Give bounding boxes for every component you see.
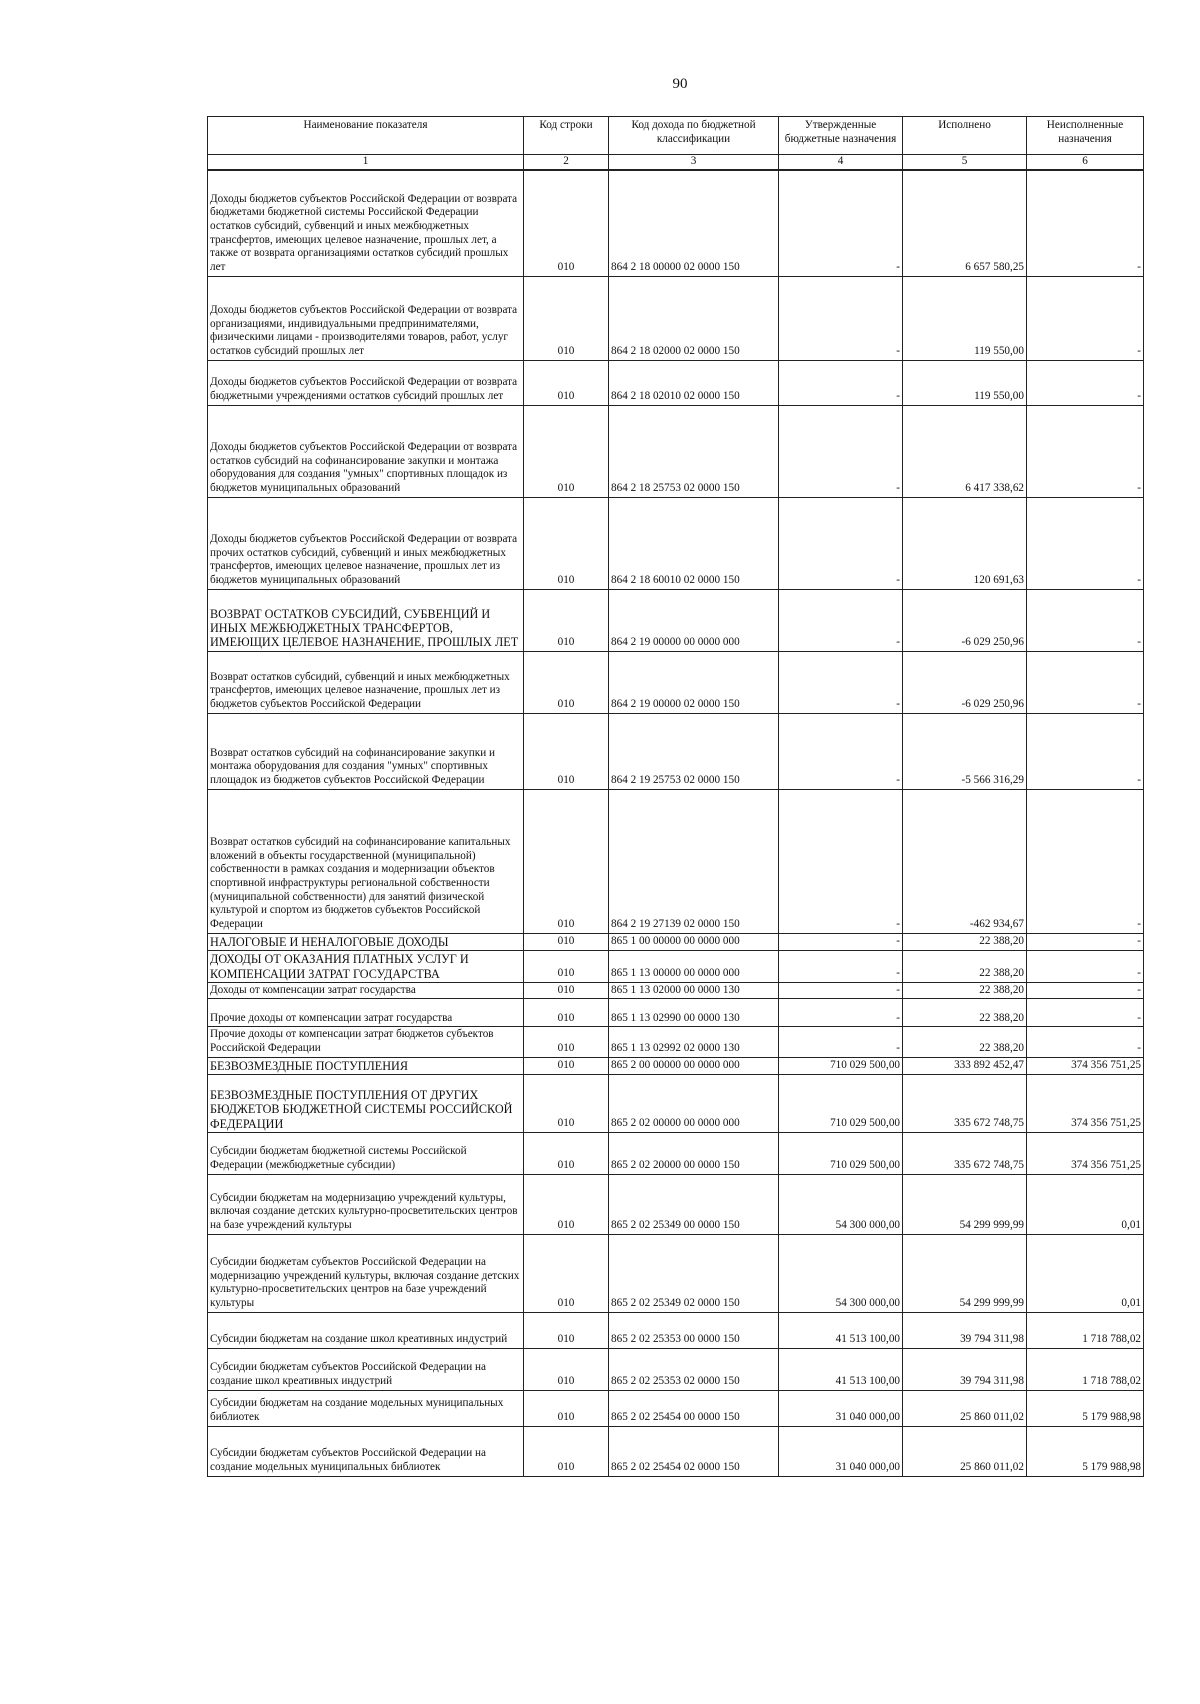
income-code-cell: 864 2 18 00000 02 0000 150 xyxy=(609,170,779,276)
income-code-cell: 865 2 02 25349 02 0000 150 xyxy=(609,1234,779,1312)
line-code-cell: 010 xyxy=(524,276,609,360)
line-code-cell: 010 xyxy=(524,360,609,405)
income-code-cell: 864 2 19 27139 02 0000 150 xyxy=(609,789,779,933)
line-code-cell: 010 xyxy=(524,789,609,933)
unexecuted-amount-cell: - xyxy=(1027,950,1144,982)
executed-amount-cell: 6 417 338,62 xyxy=(903,405,1027,497)
indicator-name-cell: Субсидии бюджетам субъектов Российской Федерации на модернизацию учреждений культуры, включая создание детских культурно-просветительских центров на базе учреждений культуры xyxy=(208,1234,524,1312)
executed-amount-cell: 22 388,20 xyxy=(903,950,1027,982)
unexecuted-amount-cell: - xyxy=(1027,405,1144,497)
unexecuted-amount-cell: - xyxy=(1027,170,1144,276)
line-code-cell: 010 xyxy=(524,1426,609,1476)
table-row xyxy=(208,497,1144,589)
executed-amount-cell: 119 550,00 xyxy=(903,276,1027,360)
income-code-cell: 865 1 00 00000 00 0000 000 xyxy=(609,933,779,950)
indicator-name-cell: Прочие доходы от компенсации затрат бюджетов субъектов Российской Федерации xyxy=(208,1027,524,1057)
income-code-cell: 865 2 02 25454 02 0000 150 xyxy=(609,1426,779,1476)
executed-amount-cell: 25 860 011,02 xyxy=(903,1426,1027,1476)
unexecuted-amount-cell: 374 356 751,25 xyxy=(1027,1074,1144,1132)
line-code-cell: 010 xyxy=(524,651,609,713)
line-code-cell: 010 xyxy=(524,1174,609,1234)
table-row xyxy=(208,1132,1144,1174)
unexecuted-amount-cell: - xyxy=(1027,933,1144,950)
income-code-cell: 865 1 13 00000 00 0000 000 xyxy=(609,950,779,982)
line-code-cell: 010 xyxy=(524,1234,609,1312)
income-code-cell: 865 2 02 25353 02 0000 150 xyxy=(609,1348,779,1390)
executed-amount-cell: 22 388,20 xyxy=(903,999,1027,1027)
report-table xyxy=(207,116,1144,1477)
table-row xyxy=(208,589,1144,651)
approved-amount-cell: - xyxy=(779,933,903,950)
header-row xyxy=(208,117,1144,155)
income-code-cell: 865 2 02 25353 00 0000 150 xyxy=(609,1312,779,1348)
income-code-cell: 864 2 18 02010 02 0000 150 xyxy=(609,360,779,405)
line-code-cell: 010 xyxy=(524,982,609,999)
table-row xyxy=(208,1174,1144,1234)
column-number: 6 xyxy=(1027,155,1144,171)
executed-amount-cell: 333 892 452,47 xyxy=(903,1057,1027,1074)
indicator-name-cell: Субсидии бюджетам на модернизацию учреждений культуры, включая создание детских культурно-просветительских центров на базе учреждений культуры xyxy=(208,1174,524,1234)
unexecuted-amount-cell: - xyxy=(1027,999,1144,1027)
executed-amount-cell: 6 657 580,25 xyxy=(903,170,1027,276)
income-code-cell: 865 1 13 02000 00 0000 130 xyxy=(609,982,779,999)
header-income-code: Код дохода по бюджетной классификации xyxy=(609,117,779,155)
executed-amount-cell: 119 550,00 xyxy=(903,360,1027,405)
approved-amount-cell: 710 029 500,00 xyxy=(779,1057,903,1074)
indicator-name-cell: Возврат остатков субсидий на софинансирование капитальных вложений в объекты государственной (муниципальной) собственности в рамках создания и модернизации объектов спортивной инфраструктуры региональной собственности (муниципальной собственности) для занятий физической культурой и спортом из бюджетов субъектов Российской Федерации xyxy=(208,789,524,933)
approved-amount-cell: 31 040 000,00 xyxy=(779,1426,903,1476)
approved-amount-cell: 710 029 500,00 xyxy=(779,1132,903,1174)
table-row xyxy=(208,933,1144,950)
table-row xyxy=(208,950,1144,982)
indicator-name-cell: ВОЗВРАТ ОСТАТКОВ СУБСИДИЙ, СУБВЕНЦИЙ И ИНЫХ МЕЖБЮДЖЕТНЫХ ТРАНСФЕРТОВ, ИМЕЮЩИХ ЦЕЛЕВОЕ НАЗНАЧЕНИЕ, ПРОШЛЫХ ЛЕТ xyxy=(208,589,524,651)
executed-amount-cell: 22 388,20 xyxy=(903,1027,1027,1057)
executed-amount-cell: 39 794 311,98 xyxy=(903,1348,1027,1390)
income-code-cell: 865 2 02 25454 00 0000 150 xyxy=(609,1390,779,1426)
income-code-cell: 864 2 19 00000 00 0000 000 xyxy=(609,589,779,651)
header-unexecuted: Неисполненные назначения xyxy=(1027,117,1144,155)
executed-amount-cell: -6 029 250,96 xyxy=(903,651,1027,713)
table-row xyxy=(208,1074,1144,1132)
income-code-cell: 864 2 19 00000 02 0000 150 xyxy=(609,651,779,713)
approved-amount-cell: - xyxy=(779,589,903,651)
approved-amount-cell: - xyxy=(779,651,903,713)
indicator-name-cell: Субсидии бюджетам субъектов Российской Федерации на создание модельных муниципальных библиотек xyxy=(208,1426,524,1476)
table-row xyxy=(208,999,1144,1027)
table-row xyxy=(208,1390,1144,1426)
line-code-cell: 010 xyxy=(524,1057,609,1074)
column-number-row xyxy=(208,155,1144,171)
table-row xyxy=(208,405,1144,497)
indicator-name-cell: Доходы бюджетов субъектов Российской Федерации от возврата остатков субсидий на софинансирование закупки и монтажа оборудования для создания "умных" спортивных площадок из бюджетов муниципальных образований xyxy=(208,405,524,497)
approved-amount-cell: - xyxy=(779,405,903,497)
table-row xyxy=(208,360,1144,405)
income-code-cell: 864 2 19 25753 02 0000 150 xyxy=(609,713,779,789)
approved-amount-cell: - xyxy=(779,999,903,1027)
executed-amount-cell: 25 860 011,02 xyxy=(903,1390,1027,1426)
income-code-cell: 865 1 13 02992 02 0000 130 xyxy=(609,1027,779,1057)
approved-amount-cell: - xyxy=(779,276,903,360)
indicator-name-cell: Субсидии бюджетам бюджетной системы Российской Федерации (межбюджетные субсидии) xyxy=(208,1132,524,1174)
line-code-cell: 010 xyxy=(524,713,609,789)
executed-amount-cell: -5 566 316,29 xyxy=(903,713,1027,789)
table-row xyxy=(208,982,1144,999)
line-code-cell: 010 xyxy=(524,1348,609,1390)
executed-amount-cell: 120 691,63 xyxy=(903,497,1027,589)
line-code-cell: 010 xyxy=(524,405,609,497)
unexecuted-amount-cell: - xyxy=(1027,360,1144,405)
table-row xyxy=(208,713,1144,789)
indicator-name-cell: Доходы бюджетов субъектов Российской Федерации от возврата бюджетными учреждениями остатков субсидий прошлых лет xyxy=(208,360,524,405)
report-body xyxy=(208,170,1144,1476)
unexecuted-amount-cell: 1 718 788,02 xyxy=(1027,1348,1144,1390)
table-row xyxy=(208,1234,1144,1312)
line-code-cell: 010 xyxy=(524,933,609,950)
header-approved: Утвержденные бюджетные назначения xyxy=(779,117,903,155)
unexecuted-amount-cell: 0,01 xyxy=(1027,1174,1144,1234)
indicator-name-cell: Субсидии бюджетам на создание школ креативных индустрий xyxy=(208,1312,524,1348)
executed-amount-cell: 22 388,20 xyxy=(903,933,1027,950)
income-code-cell: 865 2 02 20000 00 0000 150 xyxy=(609,1132,779,1174)
unexecuted-amount-cell: 374 356 751,25 xyxy=(1027,1057,1144,1074)
indicator-name-cell: БЕЗВОЗМЕЗДНЫЕ ПОСТУПЛЕНИЯ xyxy=(208,1057,524,1074)
indicator-name-cell: Доходы от компенсации затрат государства xyxy=(208,982,524,999)
unexecuted-amount-cell: 5 179 988,98 xyxy=(1027,1390,1144,1426)
indicator-name-cell: НАЛОГОВЫЕ И НЕНАЛОГОВЫЕ ДОХОДЫ xyxy=(208,933,524,950)
unexecuted-amount-cell: 0,01 xyxy=(1027,1234,1144,1312)
indicator-name-cell: Субсидии бюджетам субъектов Российской Федерации на создание школ креативных индустрий xyxy=(208,1348,524,1390)
approved-amount-cell: - xyxy=(779,713,903,789)
table-row xyxy=(208,1027,1144,1057)
unexecuted-amount-cell: - xyxy=(1027,1027,1144,1057)
approved-amount-cell: - xyxy=(779,982,903,999)
approved-amount-cell: - xyxy=(779,360,903,405)
executed-amount-cell: 54 299 999,99 xyxy=(903,1174,1027,1234)
line-code-cell: 010 xyxy=(524,999,609,1027)
unexecuted-amount-cell: 374 356 751,25 xyxy=(1027,1132,1144,1174)
line-code-cell: 010 xyxy=(524,1312,609,1348)
unexecuted-amount-cell: - xyxy=(1027,276,1144,360)
column-number: 5 xyxy=(903,155,1027,171)
unexecuted-amount-cell: 1 718 788,02 xyxy=(1027,1312,1144,1348)
header-line-code: Код строки xyxy=(524,117,609,155)
table-row xyxy=(208,1426,1144,1476)
income-code-cell: 864 2 18 02000 02 0000 150 xyxy=(609,276,779,360)
table-row xyxy=(208,276,1144,360)
line-code-cell: 010 xyxy=(524,1074,609,1132)
indicator-name-cell: Доходы бюджетов субъектов Российской Федерации от возврата организациями, индивидуальными предпринимателями, физическими лицами - производителями товаров, работ, услуг остатков субсидий прошлых лет xyxy=(208,276,524,360)
approved-amount-cell: - xyxy=(779,789,903,933)
indicator-name-cell: Доходы бюджетов субъектов Российской Федерации от возврата прочих остатков субсидий, субвенций и иных межбюджетных трансфертов, имеющих целевое назначение, прошлых лет из бюджетов муниципальных образований xyxy=(208,497,524,589)
line-code-cell: 010 xyxy=(524,1027,609,1057)
table-row xyxy=(208,789,1144,933)
income-code-cell: 865 2 00 00000 00 0000 000 xyxy=(609,1057,779,1074)
executed-amount-cell: 54 299 999,99 xyxy=(903,1234,1027,1312)
executed-amount-cell: 22 388,20 xyxy=(903,982,1027,999)
unexecuted-amount-cell: - xyxy=(1027,713,1144,789)
indicator-name-cell: Возврат остатков субсидий на софинансирование закупки и монтажа оборудования для создания "умных" спортивных площадок из бюджетов субъектов Российской Федерации xyxy=(208,713,524,789)
indicator-name-cell: Субсидии бюджетам на создание модельных муниципальных библиотек xyxy=(208,1390,524,1426)
column-number: 2 xyxy=(524,155,609,171)
income-code-cell: 865 1 13 02990 00 0000 130 xyxy=(609,999,779,1027)
table-row xyxy=(208,170,1144,276)
income-code-cell: 865 2 02 00000 00 0000 000 xyxy=(609,1074,779,1132)
indicator-name-cell: ДОХОДЫ ОТ ОКАЗАНИЯ ПЛАТНЫХ УСЛУГ И КОМПЕНСАЦИИ ЗАТРАТ ГОСУДАРСТВА xyxy=(208,950,524,982)
approved-amount-cell: 41 513 100,00 xyxy=(779,1348,903,1390)
table-row xyxy=(208,1057,1144,1074)
income-code-cell: 865 2 02 25349 00 0000 150 xyxy=(609,1174,779,1234)
unexecuted-amount-cell: - xyxy=(1027,589,1144,651)
page-number: 90 xyxy=(672,76,688,92)
table-row xyxy=(208,1348,1144,1390)
header-indicator-name: Наименование показателя xyxy=(208,117,524,155)
executed-amount-cell: -6 029 250,96 xyxy=(903,589,1027,651)
executed-amount-cell: 335 672 748,75 xyxy=(903,1132,1027,1174)
executed-amount-cell: 335 672 748,75 xyxy=(903,1074,1027,1132)
executed-amount-cell: 39 794 311,98 xyxy=(903,1312,1027,1348)
unexecuted-amount-cell: - xyxy=(1027,651,1144,713)
approved-amount-cell: - xyxy=(779,497,903,589)
header-executed: Исполнено xyxy=(903,117,1027,155)
income-code-cell: 864 2 18 25753 02 0000 150 xyxy=(609,405,779,497)
column-number: 3 xyxy=(609,155,779,171)
line-code-cell: 010 xyxy=(524,950,609,982)
approved-amount-cell: 710 029 500,00 xyxy=(779,1074,903,1132)
approved-amount-cell: - xyxy=(779,1027,903,1057)
column-number: 4 xyxy=(779,155,903,171)
unexecuted-amount-cell: 5 179 988,98 xyxy=(1027,1426,1144,1476)
approved-amount-cell: - xyxy=(779,950,903,982)
unexecuted-amount-cell: - xyxy=(1027,497,1144,589)
unexecuted-amount-cell: - xyxy=(1027,982,1144,999)
income-code-cell: 864 2 18 60010 02 0000 150 xyxy=(609,497,779,589)
indicator-name-cell: БЕЗВОЗМЕЗДНЫЕ ПОСТУПЛЕНИЯ ОТ ДРУГИХ БЮДЖЕТОВ БЮДЖЕТНОЙ СИСТЕМЫ РОССИЙСКОЙ ФЕДЕРАЦИИ xyxy=(208,1074,524,1132)
approved-amount-cell: 41 513 100,00 xyxy=(779,1312,903,1348)
line-code-cell: 010 xyxy=(524,497,609,589)
line-code-cell: 010 xyxy=(524,1390,609,1426)
approved-amount-cell: 54 300 000,00 xyxy=(779,1174,903,1234)
line-code-cell: 010 xyxy=(524,1132,609,1174)
executed-amount-cell: -462 934,67 xyxy=(903,789,1027,933)
line-code-cell: 010 xyxy=(524,170,609,276)
line-code-cell: 010 xyxy=(524,589,609,651)
approved-amount-cell: 31 040 000,00 xyxy=(779,1390,903,1426)
table-row xyxy=(208,651,1144,713)
column-number: 1 xyxy=(208,155,524,171)
table-row xyxy=(208,1312,1144,1348)
approved-amount-cell: 54 300 000,00 xyxy=(779,1234,903,1312)
indicator-name-cell: Доходы бюджетов субъектов Российской Федерации от возврата бюджетами бюджетной системы Российской Федерации остатков субсидий, субвенций и иных межбюджетных трансфертов, имеющих целевое назначение, прошлых лет, а также от возврата организациями остатков субсидий прошлых лет xyxy=(208,170,524,276)
indicator-name-cell: Прочие доходы от компенсации затрат государства xyxy=(208,999,524,1027)
indicator-name-cell: Возврат остатков субсидий, субвенций и иных межбюджетных трансфертов, имеющих целевое назначение, прошлых лет из бюджетов субъектов Российской Федерации xyxy=(208,651,524,713)
unexecuted-amount-cell: - xyxy=(1027,789,1144,933)
approved-amount-cell: - xyxy=(779,170,903,276)
